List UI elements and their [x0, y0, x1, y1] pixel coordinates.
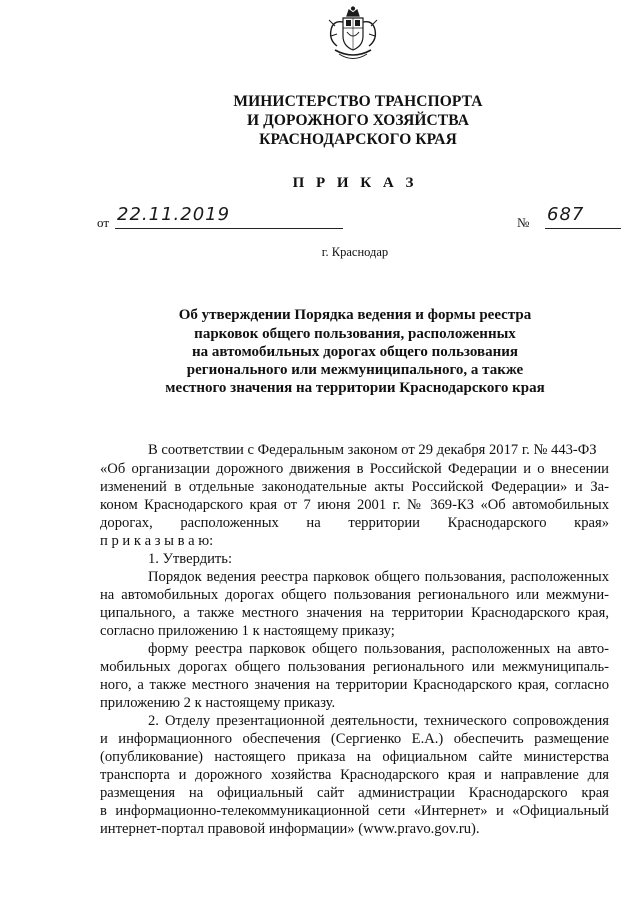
krasnodar-coat-of-arms-icon	[325, 6, 381, 64]
subject-line-3: на автомобильных дорогах общего пользования	[192, 344, 518, 360]
body-line: изменений в отдельные законодательные акты Российской Федерации» и За-	[100, 479, 609, 495]
city-name: г. Краснодар	[321, 245, 389, 259]
body-line: В соответствии с Федеральным законом от 29 декабря 2017 г. № 443-ФЗ	[148, 442, 597, 458]
body-line: размещения на официальный сайт администрации Краснодарского края	[100, 785, 609, 801]
body-line: 2. Отделу презентационной деятельности, технического сопровождения	[148, 713, 609, 729]
body-line: в информационно-телекоммуникационной сети «Интернет» и «Официальный	[100, 803, 609, 819]
body-line: Порядок ведения реестра парковок общего пользования, расположенных	[148, 569, 609, 585]
number-underline	[545, 228, 621, 229]
body-line: 1. Утвердить:	[148, 551, 233, 567]
date-value: 22.11.2019	[117, 204, 231, 225]
body-line: ципального, а также местного значения на территории Краснодарского края,	[100, 605, 609, 621]
order-title: П Р И К А З	[292, 175, 418, 191]
body-line: согласно приложению 1 к настоящему приказу;	[100, 623, 395, 639]
body-line: дорогах, расположенных на территории Краснодарского края»	[100, 515, 609, 531]
date-underline	[115, 228, 343, 229]
body-line: форму реестра парковок общего пользования, расположенных на авто-	[148, 641, 609, 657]
body-line: ного, а также местного значения на территории Краснодарского края, согласно	[100, 677, 609, 693]
subject-line-4: регионального или межмуниципального, а также	[186, 362, 524, 378]
ministry-name-line-1: МИНИСТЕРСТВО ТРАНСПОРТА	[233, 93, 483, 110]
body-line: транспорта и дорожного хозяйства Краснодарского края и направление для	[100, 767, 609, 783]
number-value: 687	[547, 204, 585, 225]
body-line: интернет-портал правовой информации» (www.pravo.gov.ru).	[100, 821, 480, 837]
number-prefix: №	[517, 215, 530, 230]
body-line: «Об организации дорожного движения в Российской Федерации и о внесении	[100, 461, 609, 477]
subject-line-5: местного значения на территории Краснодарского края	[165, 380, 545, 396]
body-line: п р и к а з ы в а ю:	[100, 533, 214, 549]
body-line: (опубликование) настоящего приказа на официальном сайте министерства	[100, 749, 609, 765]
subject-line-2: парковок общего пользования, расположенных	[194, 326, 516, 342]
body-line: коном Краснодарского края от 7 июня 2001 г. № 369-КЗ «Об автомобильных	[100, 497, 609, 513]
ministry-name-line-3: КРАСНОДАРСКОГО КРАЯ	[259, 131, 457, 148]
body-line: приложению 2 к настоящему приказу.	[100, 695, 336, 711]
date-prefix: от	[97, 215, 110, 230]
body-line: мобильных дорогах общего пользования регионального или межмуниципаль-	[100, 659, 609, 675]
body-line: и информационного обеспечения (Сергиенко Е.А.) обеспечить размещение	[100, 731, 609, 747]
subject-line-1: Об утверждении Порядка ведения и формы реестра	[178, 307, 532, 323]
ministry-name-line-2: И ДОРОЖНОГО ХОЗЯЙСТВА	[246, 112, 470, 129]
body-line: на автомобильных дорогах общего пользования регионального или межмуни-	[100, 587, 609, 603]
